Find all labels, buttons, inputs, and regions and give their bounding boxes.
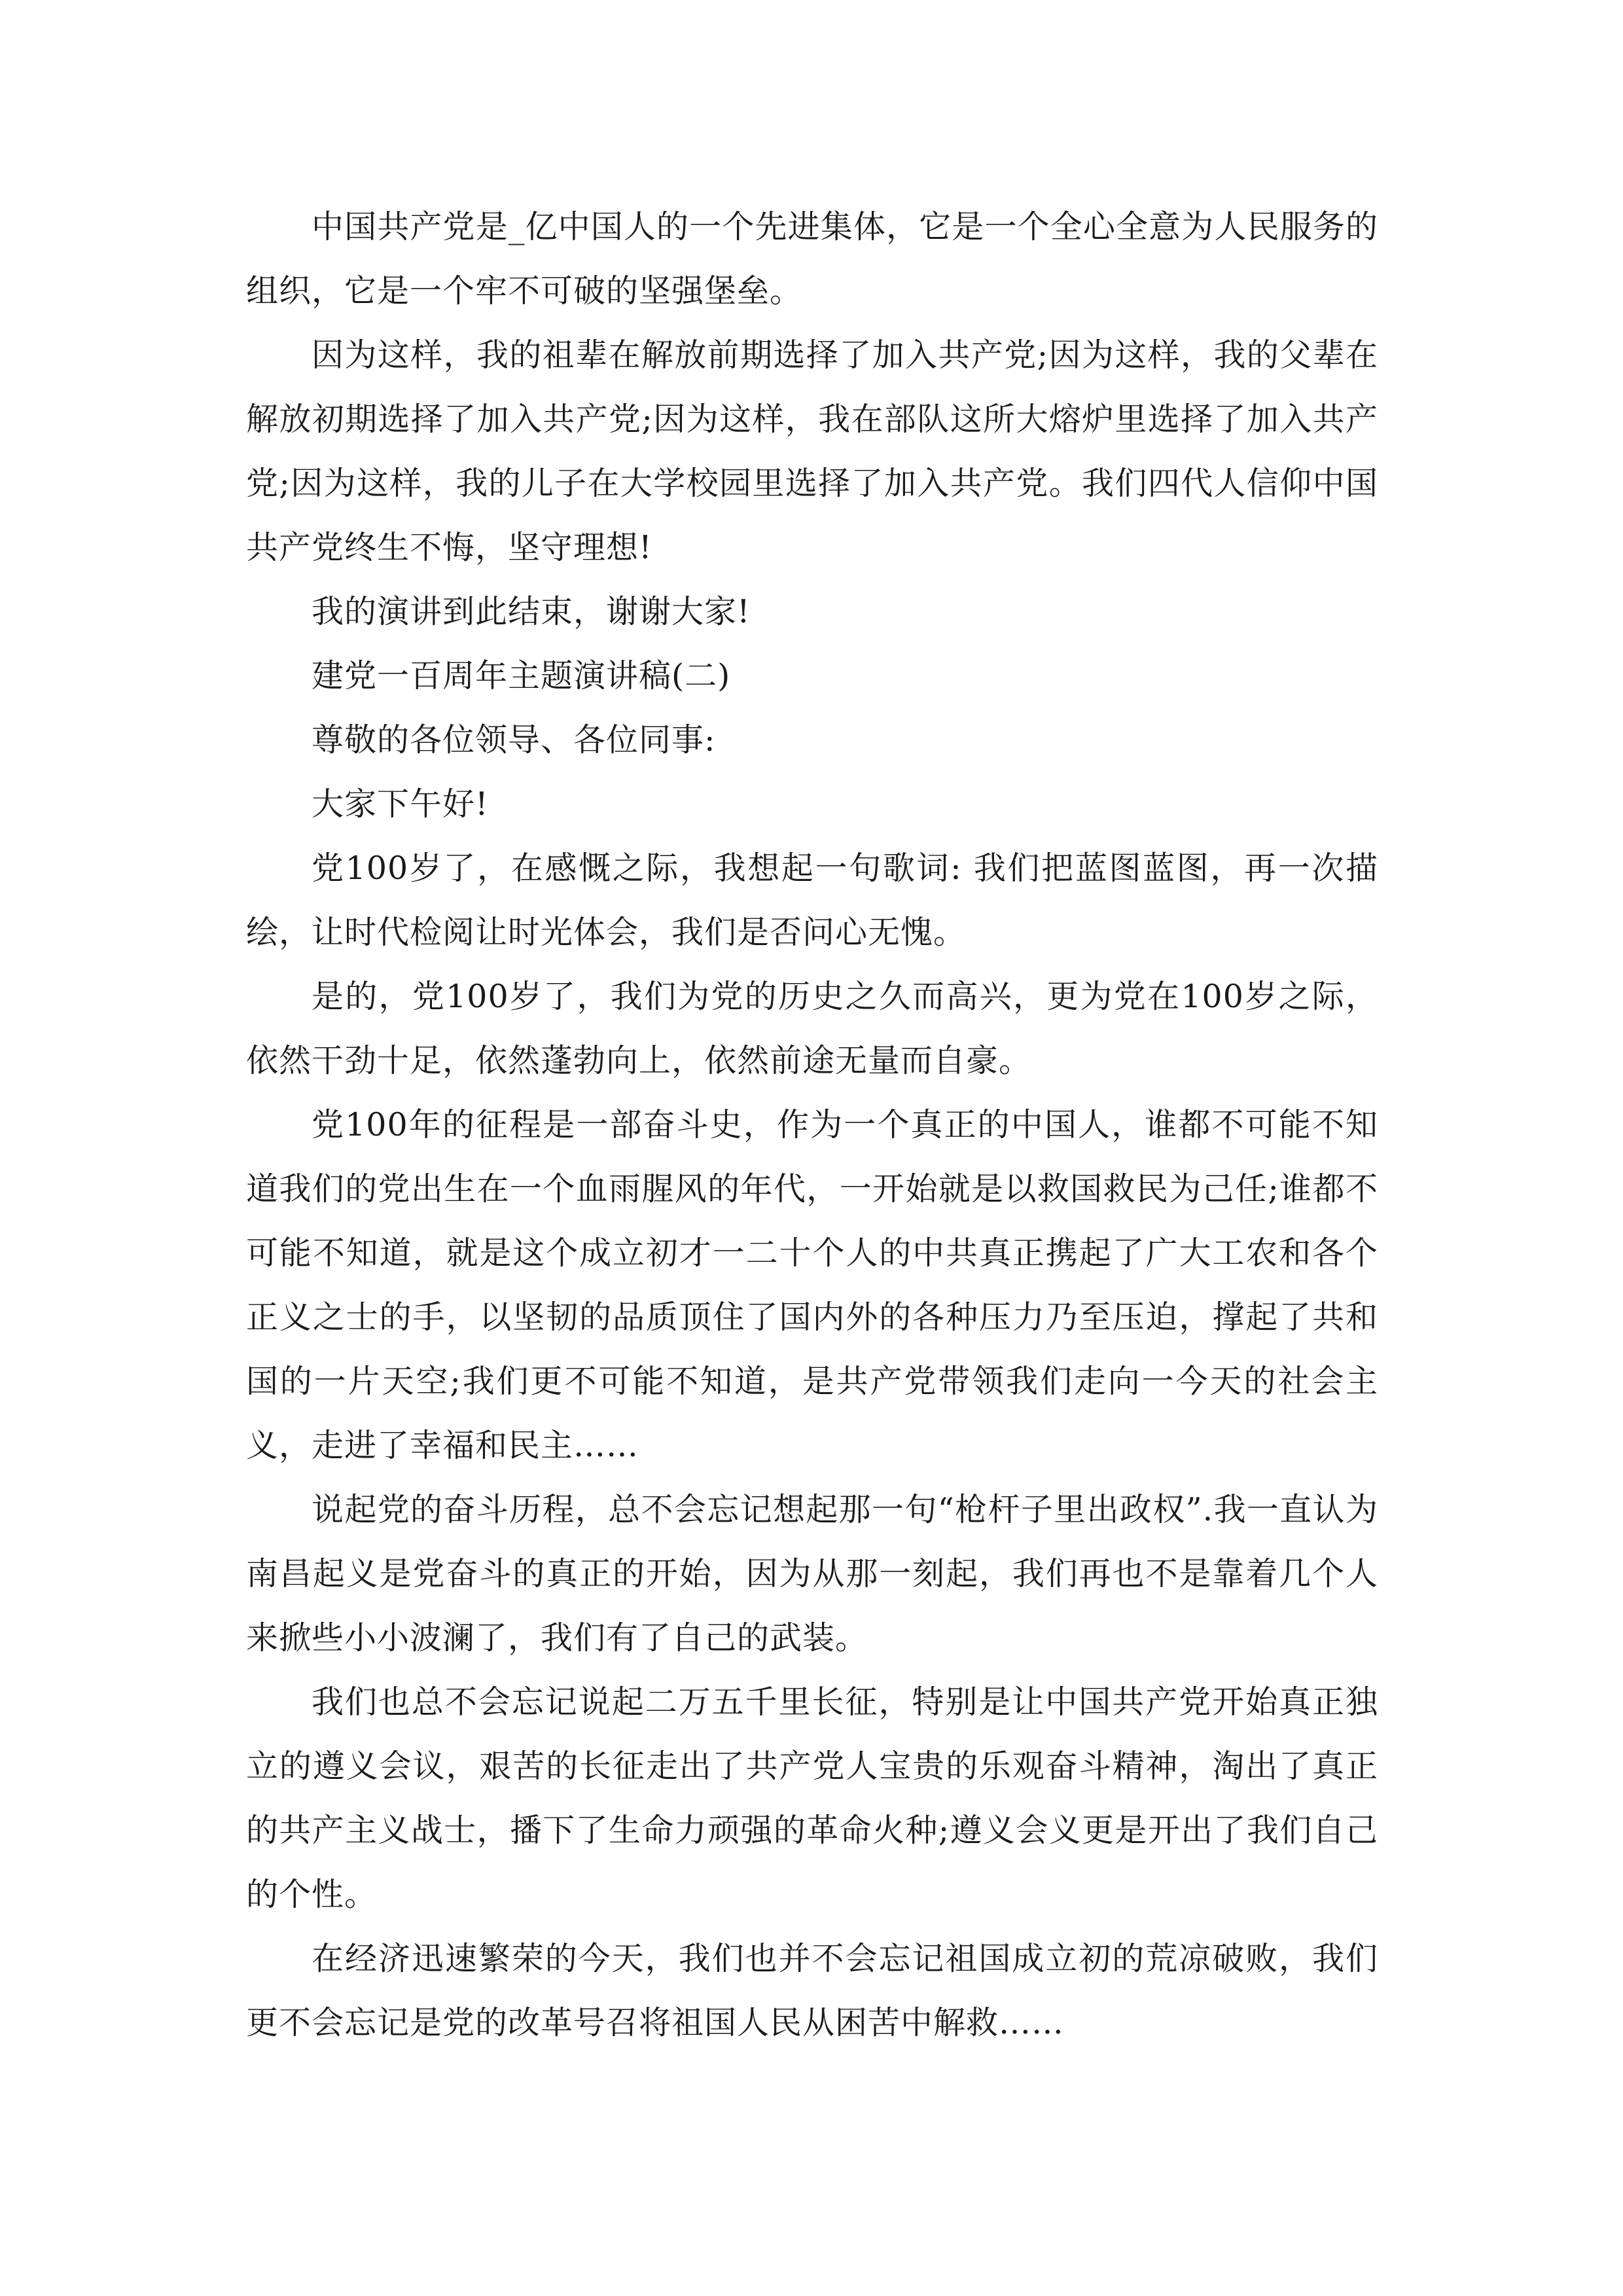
paragraph: 说起党的奋斗历程，总不会忘记想起那一句“枪杆子里出政权”.我一直认为南昌起义是党奋斗的真正的开始，因为从那一刻起，我们再也不是靠着几个人来掀些小小波澜了，我们有了自己的武装。 <box>246 1491 1378 1657</box>
paragraph: 我们也总不会忘记说起二万五千里长征，特别是让中国共产党开始真正独立的遵义会议，艰苦的长征走出了共产党人宝贵的乐观奋斗精神，淘出了真正的共产主义战士，播下了生命力顽强的革命火种;遵义会义更是开出了我们自己的个性。 <box>246 1683 1378 1913</box>
salutation: 尊敬的各位领导、各位同事: <box>312 721 716 759</box>
paragraph: 党100岁了，在感慨之际，我想起一句歌词: 我们把蓝图蓝图，再一次描绘，让时代检阅让时光体会，我们是否问心无愧。 <box>246 850 1378 951</box>
paragraph: 因为这样，我的祖辈在解放前期选择了加入共产党;因为这样，我的父辈在解放初期选择了加入共产党;因为这样，我在部队这所大熔炉里选择了加入共产党;因为这样，我的儿子在大学校园里选择了加入共产党。我们四代人信仰中国共产党终生不悔，坚守理想! <box>246 336 1378 566</box>
paragraph: 中国共产党是_亿中国人的一个先进集体，它是一个全心全意为人民服务的组织，它是一个牢不可破的坚强堡垒。 <box>246 208 1378 310</box>
greeting: 大家下午好! <box>312 785 489 823</box>
section-title: 建党一百周年主题演讲稿(二) <box>312 657 731 694</box>
document-body <box>246 195 1378 2055</box>
paragraph: 我的演讲到此结束，谢谢大家! <box>312 593 751 630</box>
paragraph: 在经济迅速繁荣的今天，我们也并不会忘记祖国成立初的荒凉破败，我们更不会忘记是党的改革号召将祖国人民从困苦中解救…… <box>246 1940 1378 2041</box>
paragraph: 党100年的征程是一部奋斗史，作为一个真正的中国人，谁都不可能不知道我们的党出生在一个血雨腥风的年代，一开始就是以救国救民为己任;谁都不可能不知道，就是这个成立初才一二十个人的中共真正携起了广大工农和各个正义之士的手，以坚韧的品质顶住了国内外的各种压力乃至压迫，撑起了共和国的一片天空;我们更不可能不知道，是共产党带领我们走向一今天的社会主义，走进了幸福和民主…… <box>246 1106 1378 1464</box>
paragraph: 是的，党100岁了，我们为党的历史之久而高兴，更为党在100岁之际，依然干劲十足，依然蓬勃向上，依然前途无量而自豪。 <box>246 978 1378 1079</box>
